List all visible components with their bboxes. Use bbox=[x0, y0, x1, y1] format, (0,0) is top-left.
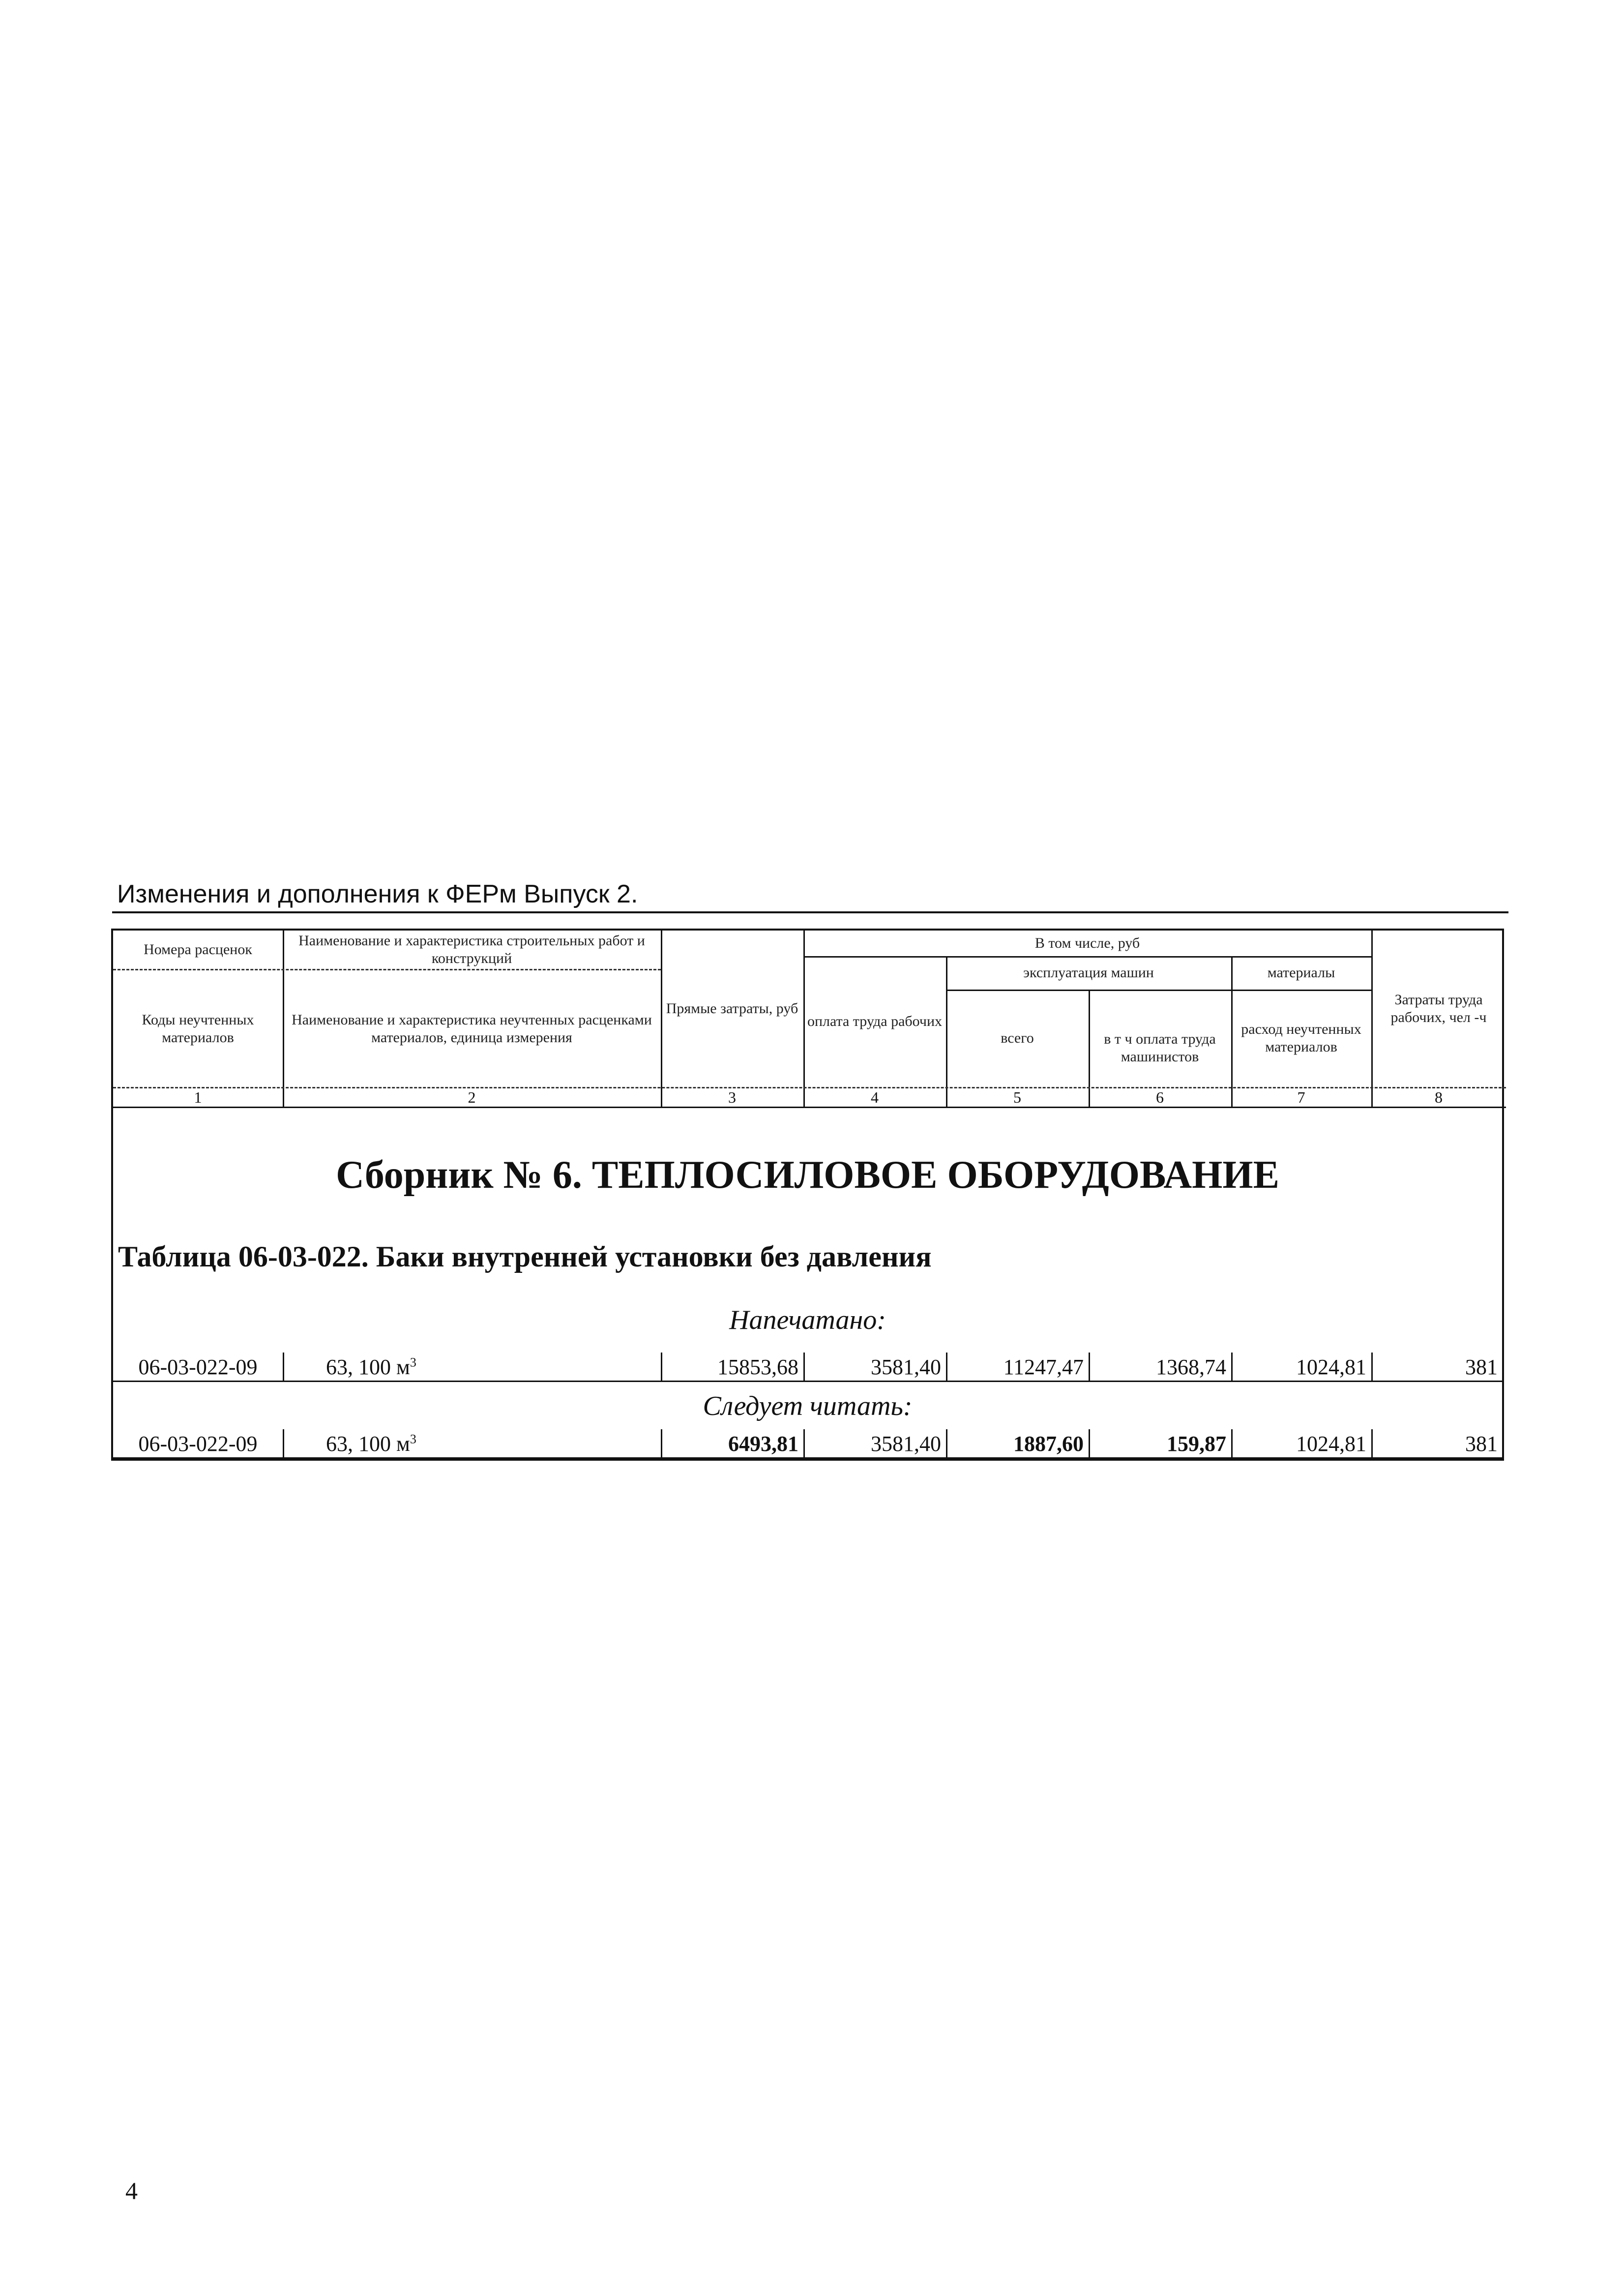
col4-header: оплата труда рабочих bbox=[807, 1013, 943, 1029]
row-code: 06-03-022-09 bbox=[113, 1353, 284, 1382]
column-number: 3 bbox=[728, 1088, 736, 1106]
correct-row bbox=[113, 1429, 1502, 1459]
col8-header: Затраты труда рабочих, чел -ч bbox=[1390, 992, 1487, 1025]
col2-top-header: Наименование и характеристика строительных работ и конструкций bbox=[298, 932, 645, 966]
row-labor-hours: 381 bbox=[1373, 1429, 1503, 1459]
col1-top-header: Номера расценок bbox=[144, 941, 252, 958]
table-title: Таблица 06-03-022. Баки внутренней установки без давления bbox=[118, 1240, 932, 1273]
correct-label: Следует читать: bbox=[703, 1391, 913, 1421]
row-direct-cost: 15853,68 bbox=[662, 1353, 805, 1382]
running-header: Изменения и дополнения к ФЕРм Выпуск 2. bbox=[117, 880, 638, 908]
materials-header: материалы bbox=[1267, 964, 1335, 981]
printed-row bbox=[113, 1353, 1502, 1382]
col3-header: Прямые затраты, руб bbox=[666, 1000, 798, 1017]
row-labor-hours: 381 bbox=[1373, 1353, 1503, 1382]
machines-header: эксплуатация машин bbox=[1023, 964, 1154, 981]
column-number: 4 bbox=[871, 1088, 879, 1106]
column-number: 6 bbox=[1156, 1088, 1164, 1106]
row-labor-cost: 3581,40 bbox=[805, 1353, 947, 1382]
column-number: 7 bbox=[1297, 1088, 1305, 1106]
printed-label: Напечатано: bbox=[729, 1305, 886, 1335]
col7-header: расход неучтенных материалов bbox=[1241, 1021, 1361, 1055]
row-direct-cost: 6493,81 bbox=[662, 1429, 805, 1459]
row-materials: 1024,81 bbox=[1233, 1353, 1373, 1382]
row-name: 63, 100 $м^3$ bbox=[284, 1353, 662, 1382]
column-number: 8 bbox=[1435, 1088, 1443, 1106]
column-number: 5 bbox=[1013, 1088, 1021, 1106]
row-code: 06-03-022-09 bbox=[113, 1429, 284, 1459]
price-table bbox=[111, 929, 1504, 1461]
column-number: 1 bbox=[194, 1088, 202, 1106]
col5-header: всего bbox=[1001, 1030, 1034, 1046]
row-machinists-pay: 1368,74 bbox=[1090, 1353, 1233, 1382]
row-machinists-pay: 159,87 bbox=[1090, 1429, 1233, 1459]
col2-bottom-header: Наименование и характеристика неучтенных расценками материалов, единица измерения bbox=[292, 1012, 652, 1046]
header-split-line bbox=[113, 969, 661, 970]
row-materials: 1024,81 bbox=[1233, 1429, 1373, 1459]
row-machines-total: 11247,47 bbox=[947, 1353, 1090, 1382]
collection-title: Сборник № 6. ТЕПЛОСИЛОВОЕ ОБОРУДОВАНИЕ bbox=[336, 1153, 1279, 1197]
col1-bottom-header: Коды неучтенных материалов bbox=[142, 1012, 254, 1046]
page-number: 4 bbox=[125, 2177, 138, 2204]
header-rule bbox=[112, 911, 1508, 913]
group-header: В том числе, руб bbox=[1034, 935, 1140, 951]
column-number: 2 bbox=[468, 1088, 476, 1106]
row-labor-cost: 3581,40 bbox=[805, 1429, 947, 1459]
row-name: 63, 100 $м^3$ bbox=[284, 1429, 662, 1459]
col6-header: в т ч оплата труда машинистов bbox=[1104, 1031, 1216, 1065]
row-machines-total: 1887,60 bbox=[947, 1429, 1090, 1459]
colnum-bottom-line bbox=[113, 1107, 1506, 1108]
